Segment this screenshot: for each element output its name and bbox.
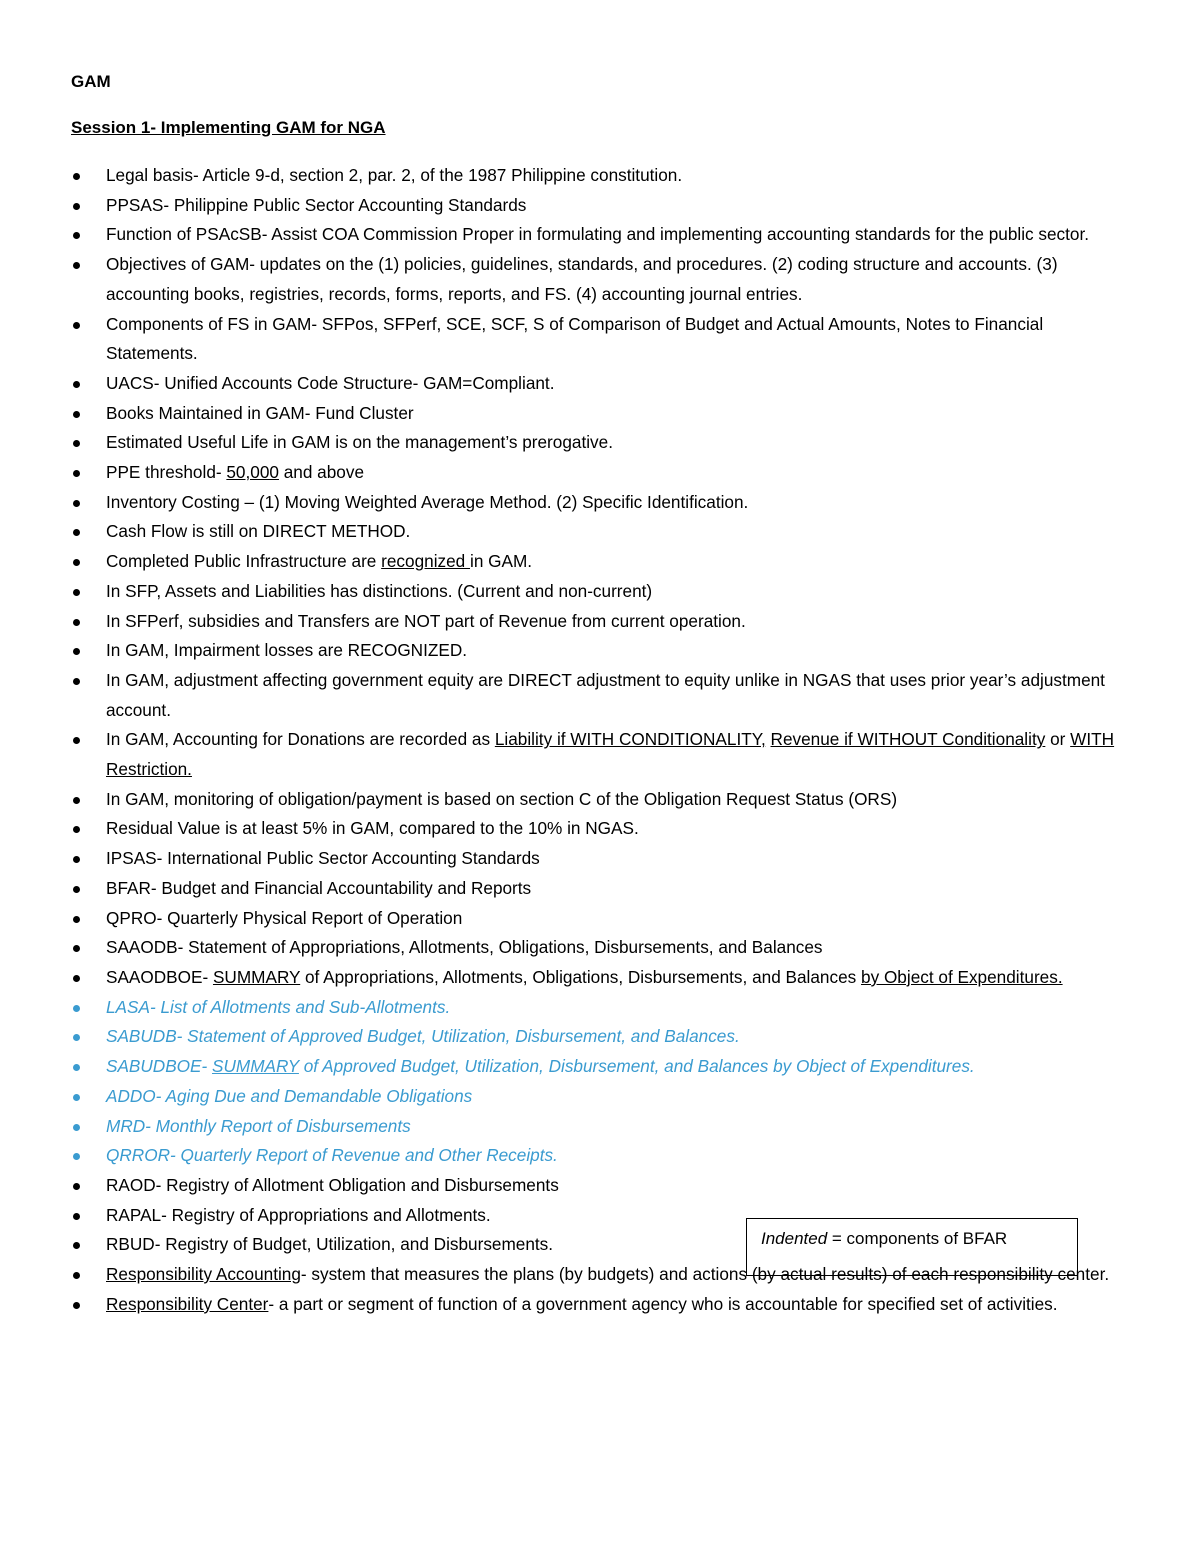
list-item: Residual Value is at least 5% in GAM, compared to the 10% in NGAS. (71, 814, 1133, 844)
list-item: Books Maintained in GAM- Fund Cluster (71, 399, 1133, 429)
list-item: Legal basis- Article 9-d, section 2, par. 2, of the 1987 Philippine constitution. (71, 161, 1133, 191)
list-item: RAPAL- Registry of Appropriations and Allotments. (71, 1201, 1133, 1231)
list-item-bfar-component: SABUDB- Statement of Approved Budget, Utilization, Disbursement, and Balances. (71, 1022, 1133, 1052)
legend-text: = components of BFAR (827, 1229, 1008, 1248)
list-item: RAOD- Registry of Allotment Obligation and Disbursements (71, 1171, 1133, 1201)
list-item: SAAODB- Statement of Appropriations, Allotments, Obligations, Disbursements, and Balances (71, 933, 1133, 963)
list-item: UACS- Unified Accounts Code Structure- GAM=Compliant. (71, 369, 1133, 399)
list-item: QPRO- Quarterly Physical Report of Operation (71, 904, 1133, 934)
document-title: GAM (71, 72, 111, 91)
list-item: Objectives of GAM- updates on the (1) policies, guidelines, standards, and procedures. (2) coding structure and accounts. (3) accounting books, registries, records, forms, reports, and FS. (4) accounting journal entries. (71, 250, 1133, 309)
list-item: PPE threshold- 50,000 and above (71, 458, 1133, 488)
list-item: Inventory Costing – (1) Moving Weighted Average Method. (2) Specific Identification. (71, 488, 1133, 518)
list-item: PPSAS- Philippine Public Sector Accounting Standards (71, 191, 1133, 221)
list-item: Estimated Useful Life in GAM is on the management’s prerogative. (71, 428, 1133, 458)
list-item: SAAODBOE- SUMMARY of Appropriations, Allotments, Obligations, Disbursements, and Balances by Object of Expenditures. (71, 963, 1133, 993)
legend-italic-label: Indented (761, 1229, 828, 1248)
list-item: IPSAS- International Public Sector Accounting Standards (71, 844, 1133, 874)
list-item-bfar-component: MRD- Monthly Report of Disbursements (71, 1112, 1133, 1142)
list-item-bfar-component: SABUDBOE- SUMMARY of Approved Budget, Utilization, Disbursement, and Balances by Object of Expenditures. (71, 1052, 1133, 1082)
list-item-bfar-component: QRROR- Quarterly Report of Revenue and Other Receipts. (71, 1141, 1133, 1171)
list-item: In SFPerf, subsidies and Transfers are NOT part of Revenue from current operation. (71, 607, 1133, 637)
list-item: BFAR- Budget and Financial Accountability and Reports (71, 874, 1133, 904)
list-item: Cash Flow is still on DIRECT METHOD. (71, 517, 1133, 547)
list-item-bfar-component: ADDO- Aging Due and Demandable Obligations (71, 1082, 1133, 1112)
list-item: In GAM, monitoring of obligation/payment is based on section C of the Obligation Request Status (ORS) (71, 785, 1133, 815)
list-item: In GAM, Accounting for Donations are recorded as Liability if WITH CONDITIONALITY, Revenue if WITHOUT Conditionality or WITH Restriction. (71, 725, 1133, 784)
legend-box (746, 1218, 1078, 1276)
bullet-list (71, 161, 1133, 1319)
list-item: Function of PSAcSB- Assist COA Commission Proper in formulating and implementing accounting standards for the public sector. (71, 220, 1133, 250)
list-item: RBUD- Registry of Budget, Utilization, and Disbursements. (71, 1230, 1133, 1260)
list-item: Components of FS in GAM- SFPos, SFPerf, SCE, SCF, S of Comparison of Budget and Actual Amounts, Notes to Financial Statements. (71, 310, 1133, 369)
list-item: Responsibility Accounting- system that measures the plans (by budgets) and actions (by actual results) of each responsibility center. (71, 1260, 1133, 1290)
list-item-bfar-component: LASA- List of Allotments and Sub-Allotments. (71, 993, 1133, 1023)
list-item: In GAM, Impairment losses are RECOGNIZED. (71, 636, 1133, 666)
list-item: In GAM, adjustment affecting government equity are DIRECT adjustment to equity unlike in NGAS that uses prior year’s adjustment account. (71, 666, 1133, 725)
session-title: Session 1- Implementing GAM for NGA (71, 118, 386, 137)
list-item: In SFP, Assets and Liabilities has distinctions. (Current and non-current) (71, 577, 1133, 607)
list-item: Completed Public Infrastructure are recognized in GAM. (71, 547, 1133, 577)
list-item: Responsibility Center- a part or segment of function of a government agency who is accountable for specified set of activities. (71, 1290, 1133, 1320)
